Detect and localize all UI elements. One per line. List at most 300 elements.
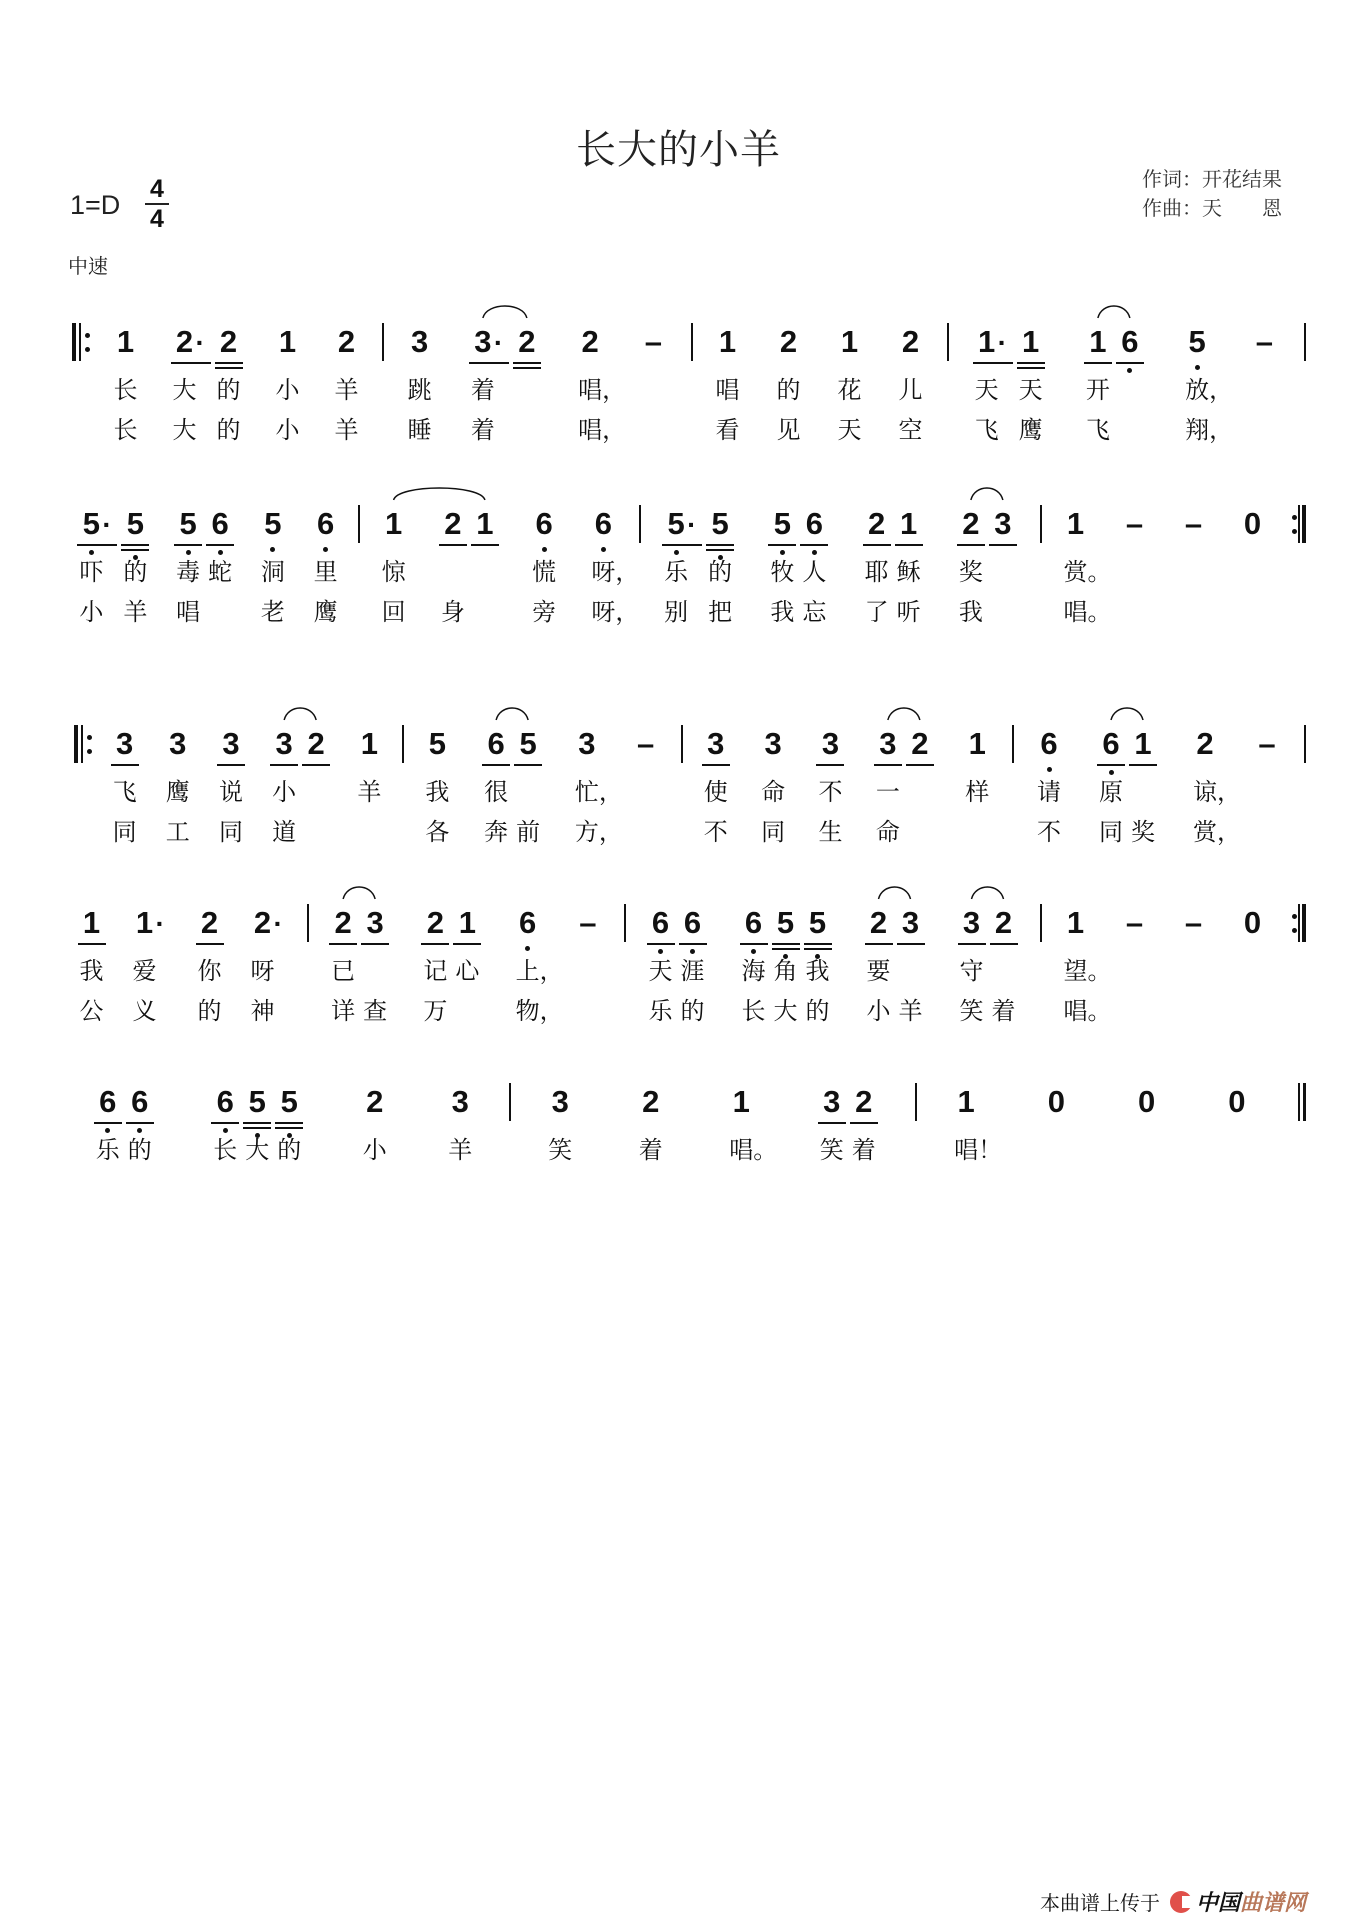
- underline: [865, 943, 893, 945]
- beat-group: [172, 504, 236, 626]
- underline: [275, 1122, 303, 1124]
- lyric-verse-1: 乐: [664, 558, 689, 586]
- note: [480, 724, 512, 846]
- note-digit: 3: [901, 905, 920, 940]
- note: [359, 1082, 391, 1164]
- beat-group: [630, 724, 662, 764]
- note-digit: 0: [1138, 1084, 1156, 1119]
- lyric-verse-1: 记: [423, 957, 448, 985]
- beat-group: [1237, 504, 1269, 544]
- measure: [382, 322, 691, 462]
- tempo-marking: 中速: [68, 254, 108, 278]
- low-octave-dot: [601, 547, 606, 552]
- augmentation-dot: ·: [493, 327, 504, 358]
- bar-line-end: [1304, 323, 1306, 361]
- note: [247, 903, 291, 1025]
- lyric-verse-1: 要: [866, 957, 891, 985]
- lyric-verse-2: 不: [1037, 818, 1061, 846]
- lyric-verse-2: 羊: [334, 416, 359, 444]
- low-octave-dot: [1195, 365, 1200, 370]
- beat-group: [331, 322, 363, 444]
- underline: [804, 943, 832, 945]
- note: [162, 724, 194, 846]
- low-octave-dot: [658, 949, 663, 954]
- measure: [307, 903, 624, 1043]
- underline: [514, 764, 542, 766]
- low-octave-dot: [542, 547, 547, 552]
- lyric-verse-2: 的: [805, 997, 830, 1025]
- final-bar-thick: [1303, 1083, 1306, 1121]
- lyric-verse-2: 空: [898, 416, 923, 444]
- beat-group: [247, 903, 291, 1025]
- repeat-start-thin: [81, 725, 83, 763]
- beat-group: [480, 724, 544, 846]
- note: [571, 724, 623, 846]
- beat-group: [766, 504, 830, 626]
- lyric-verse-2: 公: [79, 997, 104, 1025]
- lyric-verse-1: 谅，: [1193, 778, 1241, 806]
- measure: [1012, 724, 1304, 864]
- beat-group: [1178, 504, 1210, 544]
- bar-line: [681, 725, 683, 763]
- note: [971, 322, 1015, 444]
- note-digit: 1: [1089, 324, 1107, 359]
- slur: [972, 887, 1004, 899]
- bar-line: [624, 904, 626, 942]
- logo-text-b: 曲谱网: [1240, 1891, 1307, 1916]
- note: [544, 1082, 576, 1164]
- note-digit: 6: [744, 905, 763, 940]
- underline: [174, 544, 202, 546]
- beat-group: [700, 724, 732, 846]
- note: [766, 504, 798, 626]
- lyric-verse-1: 稣: [896, 558, 921, 586]
- lyric-verse-1: 慌: [532, 558, 557, 586]
- beat-group: [725, 1082, 778, 1164]
- lyric-verse-2: 见: [776, 416, 801, 444]
- lyric-verse-2: 别: [664, 598, 689, 626]
- underline: [740, 943, 768, 945]
- note-digit: –: [579, 905, 597, 940]
- note-digit: 2: [868, 506, 886, 541]
- note-digit: 2: [911, 726, 929, 761]
- beat-group: [110, 322, 142, 444]
- note-digit: 1: [278, 324, 297, 359]
- slur: [284, 708, 316, 720]
- lyric-verse-2: 小: [866, 997, 891, 1025]
- extension-dash: [1178, 903, 1210, 943]
- lyric-verse-1: 原: [1099, 778, 1123, 806]
- note-digit: 3: [366, 905, 384, 940]
- note-digit: 3: [578, 726, 596, 761]
- note: [419, 903, 451, 1025]
- note: [677, 903, 709, 1025]
- lyric-verse-1: 唱！: [954, 1136, 1003, 1164]
- note: [1181, 322, 1234, 444]
- note-digit: 1: [900, 506, 918, 541]
- lyric-verse-2: 着: [991, 997, 1016, 1025]
- lyric-verse-1: 天: [1018, 376, 1043, 404]
- underline: [897, 943, 925, 945]
- note-digit: 3: [551, 1084, 569, 1119]
- extension-dash: [1251, 724, 1283, 764]
- low-octave-dot: [223, 1128, 228, 1133]
- beat-group: [814, 724, 846, 846]
- lyric-verse-2: 长: [113, 416, 138, 444]
- note-digit: 5: [1188, 324, 1206, 359]
- lyric-verse-2: 赏，: [1193, 818, 1241, 846]
- beat-group: [1060, 903, 1112, 1025]
- underline: [513, 362, 541, 364]
- lyric-verse-1: 奖: [958, 558, 983, 586]
- time-bottom: 4: [150, 205, 164, 233]
- underline-double: [513, 367, 541, 369]
- note: [1114, 322, 1146, 362]
- lyric-verse-2: 查: [363, 997, 388, 1025]
- note: [209, 1082, 241, 1164]
- note: [204, 504, 236, 586]
- underline: [850, 1122, 878, 1124]
- note: [645, 903, 677, 1025]
- note-digit: 6: [651, 905, 670, 940]
- beat-group: [571, 724, 623, 846]
- lyric-verse-2: 神: [250, 997, 275, 1025]
- note: [738, 903, 770, 1025]
- note: [861, 504, 893, 626]
- rest: [1131, 1082, 1163, 1122]
- note-digit: 3: [821, 726, 840, 761]
- footer-credit[interactable]: [1040, 1886, 1306, 1917]
- note-digit: 2: [253, 905, 272, 940]
- underline: [958, 943, 986, 945]
- site-logo[interactable]: [1170, 1886, 1306, 1917]
- measure: [691, 322, 947, 462]
- note-digit: 2: [994, 905, 1013, 940]
- low-octave-dot: [690, 949, 695, 954]
- note-digit: 1: [840, 324, 859, 359]
- lyric-verse-1: 洞: [260, 558, 285, 586]
- lyric-verse-2: 大: [172, 416, 197, 444]
- note: [1189, 724, 1241, 846]
- note-digit: 2: [219, 324, 238, 359]
- beat-group: [872, 724, 936, 846]
- note: [404, 322, 436, 444]
- note: [119, 504, 151, 626]
- underline: [329, 943, 357, 945]
- lyric-verse-1: 惊: [381, 558, 406, 586]
- beat-group: [587, 504, 640, 626]
- beat-group: [660, 504, 736, 626]
- extension-dash: [630, 724, 662, 764]
- note: [816, 1082, 848, 1164]
- note: [1060, 903, 1112, 1025]
- bar-line-end: [1304, 725, 1306, 763]
- lyric-verse-1: 羊: [357, 778, 382, 806]
- note: [213, 322, 245, 444]
- underline-double: [706, 549, 734, 551]
- repeat-end-thick: [1302, 904, 1306, 942]
- key-signature: 1=D: [70, 190, 121, 220]
- note-digit: 1: [1022, 324, 1040, 359]
- note: [1127, 724, 1159, 846]
- note: [814, 724, 846, 846]
- extension-dash: [572, 903, 604, 943]
- note-digit: –: [1184, 506, 1203, 541]
- beat-group: [961, 724, 993, 806]
- underline: [270, 764, 298, 766]
- bar-line: [947, 323, 949, 361]
- note: [950, 1082, 1003, 1164]
- score-row: [0, 724, 1357, 864]
- lyric-verse-1: 里: [313, 558, 338, 586]
- note-digit: 2: [175, 324, 194, 359]
- lyric-verse-2: 奖: [1131, 818, 1155, 846]
- lyric-verse-2: 飞: [974, 416, 999, 444]
- note: [75, 504, 119, 626]
- lyric-verse-2: 生: [818, 818, 843, 846]
- note: [512, 903, 564, 1025]
- note-digit: 1: [1134, 726, 1152, 761]
- low-octave-dot: [89, 550, 94, 555]
- lyric-verse-2: 听: [896, 598, 921, 626]
- beat-group: [956, 903, 1020, 1025]
- lyric-verse-2: 把: [708, 598, 733, 626]
- lyric-verse-2: 的: [197, 997, 222, 1025]
- underline: [302, 764, 330, 766]
- note: [988, 903, 1020, 1025]
- note: [109, 724, 141, 846]
- underline: [126, 1122, 154, 1124]
- lyric-verse-1: 呀，: [591, 558, 640, 586]
- underline: [863, 544, 891, 546]
- note-digit: 1: [957, 1084, 975, 1119]
- lyric-verse-2: 各: [425, 818, 450, 846]
- underline: [647, 943, 675, 945]
- note-digit: –: [637, 726, 655, 761]
- repeat-dot: [1292, 928, 1297, 933]
- beat-group: [712, 322, 744, 444]
- note-digit: 1: [360, 726, 378, 761]
- footer-text: 本曲谱上传于: [1040, 1891, 1160, 1915]
- lyricist: 作词：开花结果: [1142, 167, 1282, 191]
- lyric-verse-2: 唱。: [1063, 997, 1112, 1025]
- underline: [957, 544, 985, 546]
- lyric-verse-1: 样: [965, 778, 990, 806]
- lyric-verse-1: 小: [362, 1136, 387, 1164]
- underline: [989, 544, 1017, 546]
- note-digit: 3: [764, 726, 782, 761]
- note: [437, 504, 469, 626]
- measure: [59, 903, 307, 1043]
- lyric-verse-2: 同: [1099, 818, 1123, 846]
- lyric-verse-1: 乐: [95, 1136, 120, 1164]
- beat-group: [378, 504, 410, 626]
- lyric-verse-1: 开: [1085, 376, 1110, 404]
- measure: [509, 1082, 915, 1222]
- measure: [402, 724, 681, 864]
- repeat-end-thick: [1302, 505, 1306, 543]
- note: [300, 724, 332, 764]
- lyric-verse-2: 奔: [484, 818, 509, 846]
- note-digit: 3: [707, 726, 725, 761]
- note: [129, 903, 173, 1025]
- lyric-verse-2: 回: [381, 598, 406, 626]
- slur: [496, 708, 528, 720]
- lyric-verse-1: 你: [197, 957, 222, 985]
- beat-group: [437, 504, 501, 626]
- bar-line: [402, 725, 404, 763]
- underline: [1017, 362, 1045, 364]
- note: [353, 724, 385, 806]
- note-digit: 2: [642, 1084, 660, 1119]
- note-digit: 6: [211, 506, 229, 541]
- lyric-verse-1: 大: [245, 1136, 270, 1164]
- note-digit: 6: [1102, 726, 1120, 761]
- lyric-verse-2: 唱，: [578, 416, 627, 444]
- underline-double: [215, 367, 243, 369]
- lyric-verse-1: 羊: [334, 376, 359, 404]
- underline: [78, 943, 106, 945]
- note-digit: 2: [426, 905, 444, 940]
- lyric-verse-2: 着: [470, 416, 495, 444]
- note-digit: 3: [451, 1084, 469, 1119]
- note-digit: 5: [711, 506, 729, 541]
- lyric-verse-1: 的: [708, 558, 733, 586]
- beat-group: [574, 322, 627, 444]
- lyric-verse-1: 花: [837, 376, 862, 404]
- note: [327, 903, 359, 1025]
- lyric-verse-1: 涯: [680, 957, 705, 985]
- bar-line: [509, 1083, 511, 1121]
- note-digit: 6: [216, 1084, 234, 1119]
- lyric-verse-1: 飞: [112, 778, 137, 806]
- note-digit: 2: [869, 905, 888, 940]
- beat-group: [863, 903, 927, 1025]
- note-digit: 1: [968, 726, 986, 761]
- lyric-verse-1: 鹰: [165, 778, 190, 806]
- note: [635, 1082, 667, 1164]
- bar-line: [691, 323, 693, 361]
- note-digit: 2: [366, 1084, 384, 1119]
- beat-group: [92, 1082, 156, 1164]
- lyric-verse-1: 不: [818, 778, 843, 806]
- underline: [121, 544, 149, 546]
- lyric-verse-2: 工: [165, 818, 190, 846]
- beat-group: [215, 724, 247, 846]
- lyric-verse-1: 的: [776, 376, 801, 404]
- beat-group: [1119, 504, 1151, 544]
- beat-group: [1178, 903, 1210, 943]
- repeat-dot: [1292, 914, 1297, 919]
- lyric-verse-1: 着: [638, 1136, 663, 1164]
- beat-group: [635, 1082, 667, 1164]
- note: [802, 903, 834, 1025]
- extension-dash: [1119, 903, 1151, 943]
- note-digit: –: [1258, 726, 1276, 761]
- note: [987, 504, 1019, 544]
- note: [272, 322, 304, 444]
- note: [863, 903, 895, 1025]
- note-digit: 1: [718, 324, 737, 359]
- lyric-verse-1: 上，: [515, 957, 564, 985]
- bar-line: [358, 505, 360, 543]
- measure: [947, 322, 1304, 462]
- note-digit: –: [644, 324, 662, 359]
- lyric-verse-1: 放，: [1185, 376, 1234, 404]
- lyric-verse-2: 我: [770, 598, 795, 626]
- repeat-start-thick: [72, 323, 76, 361]
- note-digit: 5: [808, 905, 827, 940]
- note: [660, 504, 704, 626]
- bar-line: [639, 505, 641, 543]
- lyric-verse-1: 海: [741, 957, 766, 985]
- lyric-verse-2: 同: [218, 818, 243, 846]
- lyric-verse-2: 鹰: [1018, 416, 1043, 444]
- slur: [394, 488, 485, 500]
- beat-group: [310, 504, 342, 626]
- underline: [361, 943, 389, 945]
- beat-group: [404, 322, 436, 444]
- lyric-verse-1: 耶: [864, 558, 889, 586]
- lyric-verse-1: 的: [127, 1136, 152, 1164]
- underline: [482, 764, 510, 766]
- low-octave-dot: [218, 550, 223, 555]
- beat-group: [76, 903, 108, 1025]
- beat-group: [1237, 903, 1269, 943]
- repeat-end-thin: [1298, 505, 1300, 543]
- note-digit: 1: [732, 1084, 750, 1119]
- note-digit: 6: [317, 506, 335, 541]
- underline: [906, 764, 934, 766]
- note-digit: 0: [1243, 905, 1262, 940]
- lyric-verse-2: 万: [423, 997, 448, 1025]
- lyric-verse-1: 笑: [819, 1136, 844, 1164]
- lyric-verse-2: 义: [132, 997, 157, 1025]
- note-digit: 3: [411, 324, 429, 359]
- note: [378, 504, 410, 626]
- lyric-verse-1: 唱: [715, 376, 740, 404]
- note-digit: 2: [337, 324, 356, 359]
- note-digit: 5: [179, 506, 197, 541]
- beat-group: [544, 1082, 576, 1164]
- note-digit: –: [1125, 506, 1144, 541]
- beat-group: [359, 1082, 391, 1164]
- lyric-verse-2: 飞: [1085, 416, 1110, 444]
- repeat-dot: [87, 735, 92, 740]
- augmentation-dot: ·: [155, 908, 165, 939]
- composer: 作曲：天 恩: [1142, 196, 1282, 220]
- beat-group: [1040, 1082, 1072, 1122]
- lyric-verse-1: 我: [79, 957, 104, 985]
- underline: [171, 362, 211, 364]
- note-digit: 2: [518, 324, 536, 359]
- lyric-verse-1: 已: [331, 957, 356, 985]
- note: [956, 903, 988, 1025]
- repeat-dot: [1292, 515, 1297, 520]
- note: [467, 322, 511, 444]
- beat-group: [1248, 322, 1280, 362]
- note-digit: 1: [1066, 506, 1085, 541]
- underline: [469, 362, 509, 364]
- beat-group: [528, 504, 560, 626]
- underline-double: [275, 1127, 303, 1129]
- beat-group: [444, 1082, 476, 1164]
- note-digit: 1: [82, 905, 101, 940]
- lyric-verse-1: 呀: [250, 957, 275, 985]
- note-digit: 6: [805, 506, 823, 541]
- beat-group: [1033, 724, 1065, 846]
- note-digit: 1: [1066, 905, 1085, 940]
